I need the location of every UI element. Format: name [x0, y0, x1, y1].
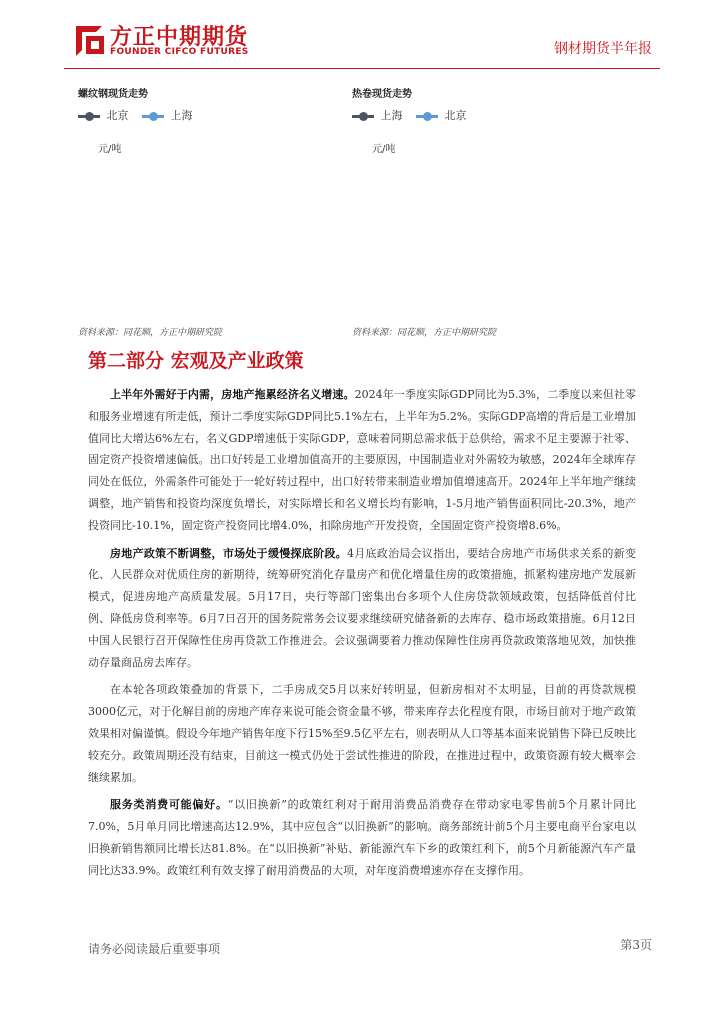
- report-title: 钢材期货半年报: [554, 41, 652, 57]
- legend-label: 北京: [444, 109, 467, 122]
- header-divider: [64, 68, 660, 69]
- legend-item: [352, 107, 403, 123]
- legend-label: 上海: [380, 109, 403, 122]
- chart-title: 螺纹钢现货走势: [78, 89, 148, 100]
- section-title: 第二部分 宏观及产业政策: [88, 350, 304, 372]
- logo-text-cn: 方正中期期货: [110, 25, 249, 50]
- chart-plot: [352, 153, 642, 318]
- page-number: 第3页: [620, 938, 652, 952]
- paragraph-text: 2024年一季度实际GDP同比为5.3%，二季度以来但社零和服务业增速有所走低，预计二季度实际GDP同比5.1%左右，上半年为5.2%。实际GDP高增的背后是工业增加值同比大增达6%左右，名义GDP增速低于实际GDP，意味着同期总需求低于总供给，需求不足主要源于社零、固定资产投资增速偏低。出口好转是工业增加值高开的主要原因，中国制造业对外需较为敏感，2024年全球库存同处在低位，外需条件可能处于一轮好转过程中，出口好转带来制造业增加值增速高开。2024年上半年地产继续调整，地产销售和投资均深度负增长，对实际增长和名义增长均有影响，1-5月地产销售面积同比-20.3%，地产投资同比-10.1%，固定资产投资同比增4.0%，扣除房地产开发投资，全国固定资产投资增8.6%。: [88, 388, 637, 532]
- legend-label: 上海: [170, 109, 193, 122]
- body-text: [88, 384, 636, 888]
- chart-plot: [78, 153, 368, 318]
- paragraph-text: 4月底政治局会议指出，要结合房地产市场供求关系的新变化、人民群众对优质住房的新期待，统筹研究消化存量房产和优化增量住房的政策措施，抓紧构建房地产发展新模式，促进房地产高质量发展。5月17日，央行等部门密集出台多项个人住房贷款领域政策，包括降低首付比例、降低房贷利率等。6月7日召开的国务院常务会议要求继续研究储备新的去库存、稳市场政策措施。6月12日中国人民银行召开保障性住房再贷款工作推进会。会议强调要着力推动保障性住房再贷款政策落地见效，加快推动存量商品房去库存。: [88, 546, 636, 669]
- chart-legend: [78, 107, 203, 123]
- paragraph-text: “以旧换新”的政策红利对于耐用消费品消费存在带动家电零售前5个月累计同比7.0%，5月单月同比增速高达12.9%，其中应包含“以旧换新”的影响。商务部统计前5个月主要电商平台家电以旧换新销售额同比增长达81.8%。在“以旧换新”补贴、新能源汽车下乡的政策红利下，前5个月新能源汽车产量同比达33.9%。政策红利有效支撑了耐用消费品的大项，对年度消费增速亦存在支撑作用。: [88, 798, 637, 877]
- legend-item: [142, 107, 193, 123]
- legend-label: 北京: [106, 109, 129, 122]
- hot-coil-spot-chart: [352, 85, 642, 345]
- paragraph-lead: 上半年外需好于内需，房地产拖累经济名义增速。: [110, 388, 355, 401]
- y-axis-unit: 元/吨: [98, 144, 122, 155]
- founder-logo-icon: [72, 22, 108, 58]
- page-header: [0, 0, 724, 70]
- legend-item: [78, 107, 129, 123]
- chart-title: 热卷现货走势: [352, 89, 412, 100]
- paragraph-text: 在本轮各项政策叠加的背景下，二手房成交5月以来好转明显，但新房相对不太明显，目前的再贷款规模3000亿元，对于化解目前的房地产库存来说可能会资金量不够，带来库存去化程度有限，市场目前对于地产政策效果相对偏谨慎。假设今年地产销售年度下行15%至9.5亿平左右，则表明从人口等基本面来说销售下降已反映比较充分。政策周期还没有结束，目前这一模式仍处于尝试性推进的阶段，在推进过程中，政策资源有较大概率会继续累加。: [88, 683, 636, 784]
- chart-legend: [352, 107, 477, 123]
- paragraph: [88, 543, 636, 674]
- paragraph: [88, 794, 636, 881]
- rebar-spot-chart: [78, 85, 368, 345]
- logo-text-en: FOUNDER CIFCO FUTURES: [110, 47, 249, 57]
- paragraph: [88, 679, 636, 788]
- disclaimer-note: 请务必阅读最后重要事项: [88, 942, 221, 956]
- y-axis-unit: 元/吨: [372, 144, 396, 155]
- paragraph-lead: 房地产政策不断调整，市场处于缓慢探底阶段。: [110, 546, 347, 560]
- chart-source: 资料来源：同花顺，方正中期研究院: [78, 328, 223, 338]
- legend-item: [416, 107, 467, 123]
- chart-source: 资料来源：同花顺，方正中期研究院: [352, 328, 497, 338]
- paragraph-lead: 服务类消费可能偏好。: [110, 798, 228, 812]
- paragraph: [88, 384, 636, 537]
